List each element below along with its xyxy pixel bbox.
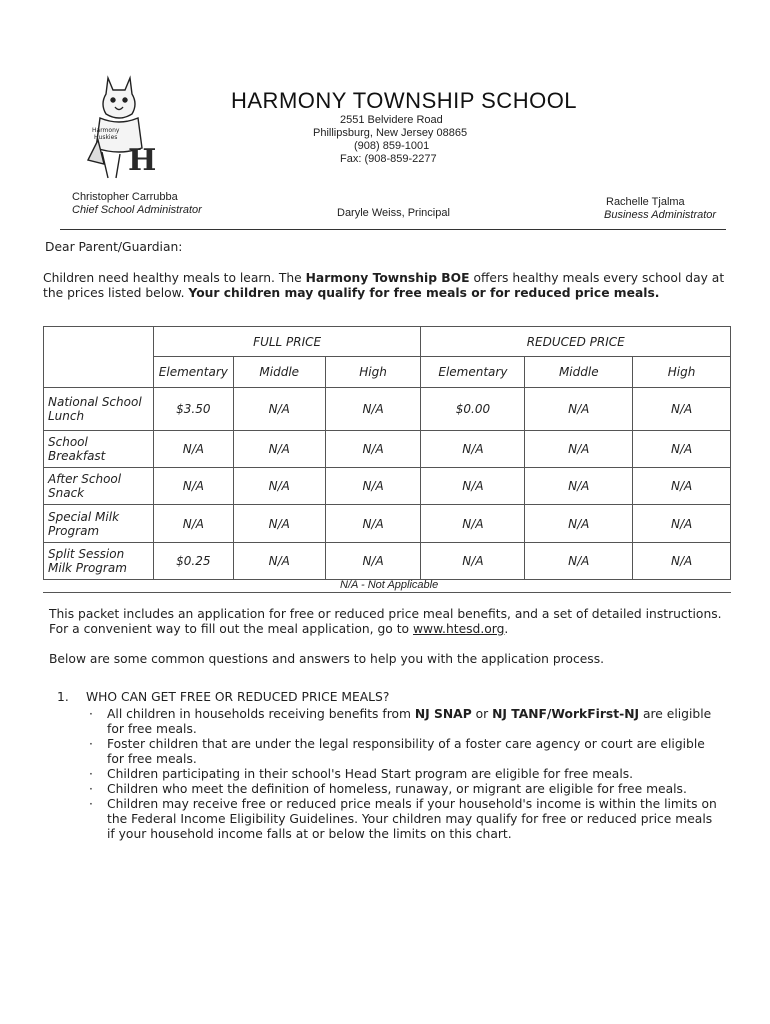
logo-letter: H <box>128 143 157 178</box>
logo-text-2: Huskies <box>94 134 118 141</box>
packet-line-2-end: . <box>504 622 509 636</box>
price-cell: $0.00 <box>421 388 525 431</box>
table-footnote: N/A - Not Applicable <box>340 579 439 591</box>
faq-question: WHO CAN GET FREE OR REDUCED PRICE MEALS? <box>86 690 390 704</box>
price-cell: N/A <box>233 505 325 543</box>
fax-number: Fax: (908-859-2277 <box>340 153 437 165</box>
row-label: Split Session Milk Program <box>44 543 154 580</box>
principal: Daryle Weiss, Principal <box>337 207 450 219</box>
table-row <box>44 388 731 431</box>
packet-line-1: This packet includes an application for free or reduced price meal benefits, and a set of detailed instructions. <box>49 607 722 621</box>
ba-name: Rachelle Tjalma <box>606 196 685 208</box>
phone-number: (908) 859-1001 <box>354 140 430 152</box>
price-cell: N/A <box>525 543 633 580</box>
table-row <box>44 431 731 468</box>
logo-text-1: Harmony <box>92 127 120 134</box>
school-logo <box>80 74 158 182</box>
price-cell: N/A <box>153 505 233 543</box>
intro-paragraph <box>43 271 733 301</box>
address-line-2: Phillipsburg, New Jersey 08865 <box>313 127 468 139</box>
table-row <box>44 543 731 580</box>
intro-bold-qualify: Your children may qualify for free meals or for reduced price meals. <box>188 286 660 300</box>
tanf-bold: NJ TANF/WorkFirst-NJ <box>492 707 640 721</box>
table-row <box>44 468 731 505</box>
reduced-price-header: REDUCED PRICE <box>421 327 731 357</box>
cso-name: Christopher Carrubba <box>72 191 178 203</box>
cso-title: Chief School Administrator <box>72 204 202 216</box>
price-cell: N/A <box>633 388 731 431</box>
faq-number: 1. <box>57 690 69 704</box>
price-cell: N/A <box>233 431 325 468</box>
price-cell: N/A <box>421 468 525 505</box>
price-cell: N/A <box>421 543 525 580</box>
price-cell: N/A <box>325 543 421 580</box>
school-name: HARMONY TOWNSHIP SCHOOL <box>231 88 578 113</box>
row-label: Special Milk Program <box>44 505 154 543</box>
price-cell: N/A <box>525 468 633 505</box>
list-item: · Foster children that are under the legal responsibility of a foster care agency or court are eligible for free meals. <box>87 737 723 767</box>
faq-intro: Below are some common questions and answers to help you with the application process. <box>49 652 605 666</box>
price-cell: N/A <box>633 543 731 580</box>
price-cell: N/A <box>633 505 731 543</box>
intro-bold-boe: Harmony Township BOE <box>305 271 470 285</box>
header-divider <box>60 229 726 230</box>
list-item: · Children who meet the definition of homeless, runaway, or migrant are eligible for free meals. <box>87 782 723 797</box>
row-label: National School Lunch <box>44 388 154 431</box>
price-cell: N/A <box>525 431 633 468</box>
reduced-elementary-header: Elementary <box>421 357 525 388</box>
price-cell: N/A <box>421 431 525 468</box>
full-price-header: FULL PRICE <box>153 327 421 357</box>
price-cell: N/A <box>325 505 421 543</box>
price-cell: N/A <box>233 543 325 580</box>
intro-text-a: Children need healthy meals to learn. The <box>43 271 306 285</box>
ba-title: Business Administrator <box>604 209 717 221</box>
full-high-header: High <box>325 357 421 388</box>
list-item: · All children in households receiving benefits from NJ SNAP or NJ TANF/WorkFirst-NJ are eligible for free meals. <box>87 707 723 737</box>
full-elementary-header: Elementary <box>153 357 233 388</box>
price-cell: N/A <box>325 431 421 468</box>
price-cell: N/A <box>233 388 325 431</box>
table-bottom-rule <box>43 592 731 593</box>
price-cell: N/A <box>525 388 633 431</box>
intro-text-b: offers healthy meals every school day at the prices listed below. <box>43 271 725 300</box>
snap-bold: NJ SNAP <box>414 707 472 721</box>
price-cell: $0.25 <box>153 543 233 580</box>
price-cell: N/A <box>325 468 421 505</box>
row-label: School Breakfast <box>44 431 154 468</box>
price-cell: N/A <box>421 505 525 543</box>
packet-line-2-text: For a convenient way to fill out the meal application, go to <box>49 622 413 636</box>
price-cell: N/A <box>633 431 731 468</box>
row-label: After School Snack <box>44 468 154 505</box>
meal-price-table <box>43 326 731 580</box>
price-cell: N/A <box>325 388 421 431</box>
price-cell: N/A <box>153 431 233 468</box>
price-cell: N/A <box>633 468 731 505</box>
salutation: Dear Parent/Guardian: <box>45 240 183 254</box>
list-item: · Children may receive free or reduced price meals if your household's income is within the limits on the Federal Income Eligibility Guidelines. Your children may qualify for free or reduced price meals if your household income falls at or below the limits on this chart. <box>87 797 723 842</box>
reduced-high-header: High <box>633 357 731 388</box>
price-cell: N/A <box>233 468 325 505</box>
list-item: · Children participating in their school's Head Start program are eligible for free meals. <box>87 767 723 782</box>
reduced-middle-header: Middle <box>525 357 633 388</box>
table-corner-cell <box>44 327 154 388</box>
price-cell: N/A <box>153 468 233 505</box>
price-cell: $3.50 <box>153 388 233 431</box>
table-row <box>44 505 731 543</box>
address-line-1: 2551 Belvidere Road <box>340 114 443 126</box>
website-link[interactable]: www.htesd.org <box>413 622 505 636</box>
price-cell: N/A <box>525 505 633 543</box>
packet-line-2 <box>49 622 508 637</box>
full-middle-header: Middle <box>233 357 325 388</box>
faq-answer-list <box>87 707 723 842</box>
